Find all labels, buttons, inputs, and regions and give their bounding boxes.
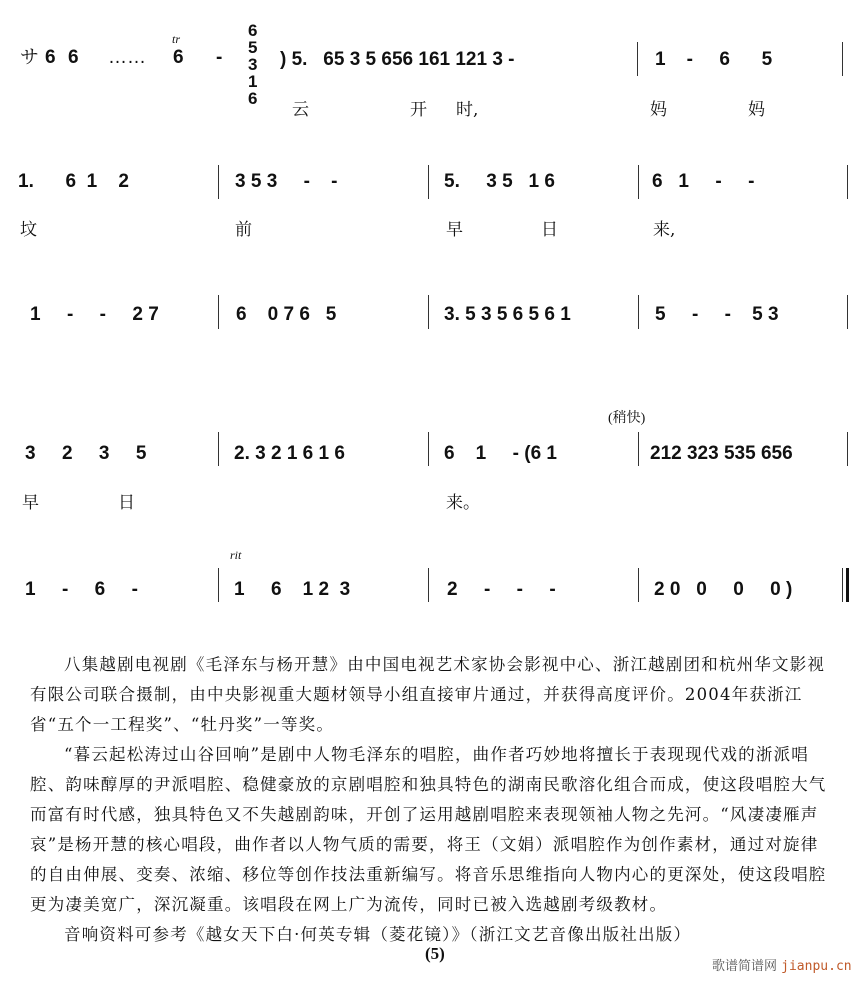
jianpu-score: サ 6 6 …… tr 6 - 6 5 3 1 6 ) 5. 65 3 5 656 161 121 3 - 1 - 6 5 云 开 时, 妈 妈 1. 6 1 2 3 5 3 - - 5. 3 5 1 6 6 1 - - 坟 前 早 日 来, 1 - - 2 7 6 0 7 6 5 3. 5 3 5 6 5 6 1 5 - - 5 3 (稍快) 3 2 3 5 2. 3 2 1 6 1 6 6 1 - (6 1 212 323 535 656 早 日 来。 rit 1 - 6 - 1 6 1 2 3 2 - - - 2 0 0 0 0 ) <box>0 0 865 620</box>
page-number: (5) <box>425 944 445 963</box>
trill-mark: tr <box>172 32 181 46</box>
free-tempo-mark: サ <box>20 47 40 68</box>
paragraph-3: 音响资料可参考《越女天下白·何英专辑（菱花镜）》（浙江文艺音像出版社出版） <box>64 925 692 944</box>
paragraph-1: 八集越剧电视剧《毛泽东与杨开慧》由中国电视艺术家协会影视中心、浙江越剧团和杭州华文影视有限公司联合摄制，由中央影视重大题材领导小组直接审片通过，并获得高度评价。2004年获浙江省“五个一工程奖”、“牡丹奖”一等奖。 <box>30 655 826 734</box>
watermark: 歌谱简谱网 jianpu.cn <box>712 959 852 974</box>
paragraph-2: “暮云起松涛过山谷回响”是剧中人物毛泽东的唱腔，曲作者巧妙地将擅长于表现现代戏的浙派唱腔、韵味醇厚的尹派唱腔、稳健豪放的京剧唱腔和独具特色的湖南民歌溶化组合而成，使这段唱腔大气而富有时代感，独具特色又不失越剧韵味，开创了运用越剧唱腔来表现领袖人物之先河。“风凄凄雁声哀”是杨开慧的核心唱段，曲作者以人物气质的需要，将王（文娟）派唱腔作为创作素材，通过对旋律的自由伸展、变奏、浓缩、移位等创作技法重新编写。将音乐思维指向人物内心的更深处，使这段唱腔更为凄美宽广，深沉凝重。该唱段在网上广为流传，同时已被入选越剧考级教材。 <box>30 745 827 914</box>
commentary <box>30 650 830 950</box>
